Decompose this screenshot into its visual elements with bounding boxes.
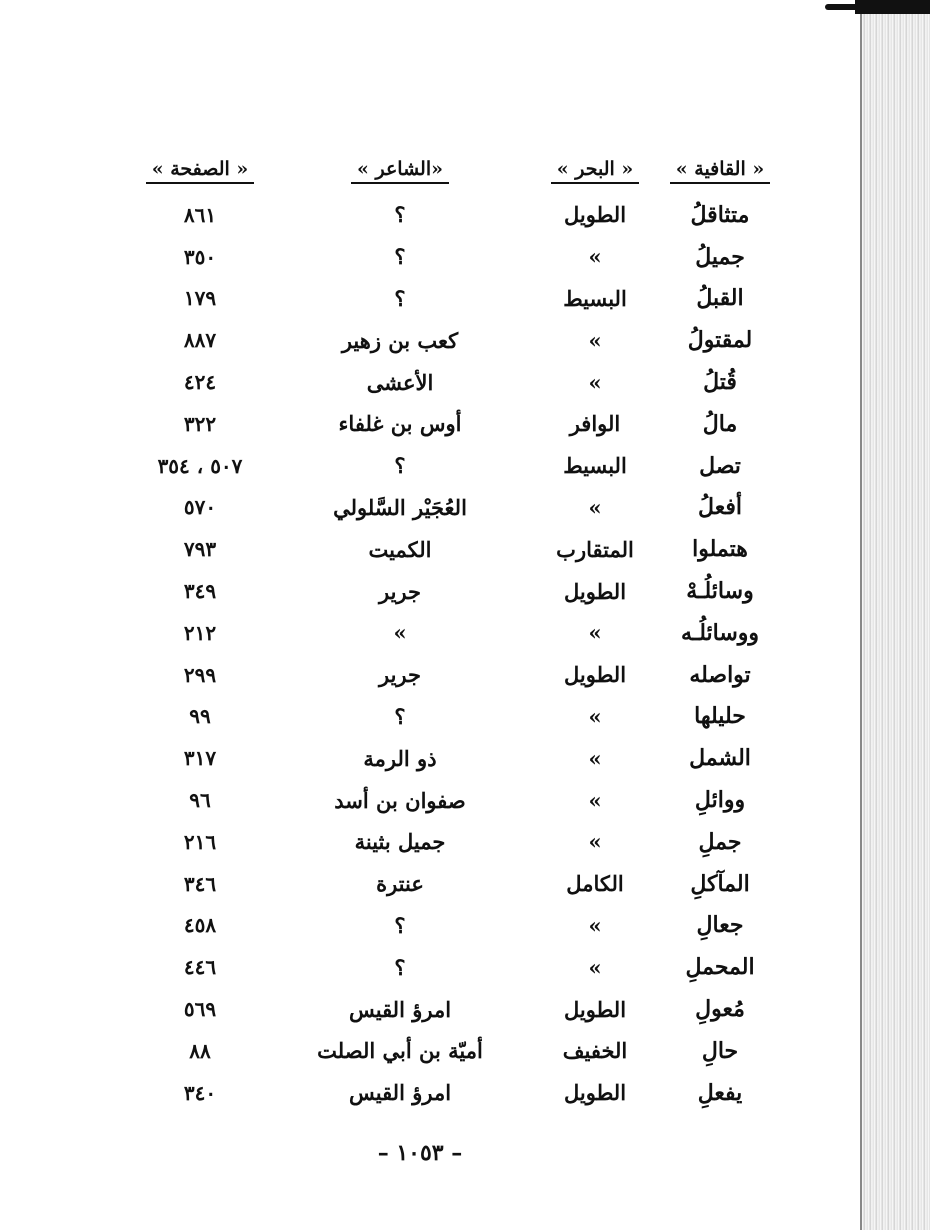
rhyme-cell: يفعلِ	[697, 1079, 743, 1106]
meter-cell: الوافر	[569, 411, 621, 437]
rhyme-cell: حليلها	[694, 703, 746, 730]
meter-cell: »	[588, 745, 602, 771]
rhyme-index-table	[130, 148, 780, 1114]
table-row	[130, 236, 780, 278]
page-ref-cell: ٥٦٩	[183, 997, 217, 1022]
rhyme-cell: ووائلِ	[694, 787, 746, 814]
scan-corner-mark	[855, 0, 930, 14]
meter-cell: الطويل	[563, 662, 627, 688]
page-ref-cell: ٧٩٣	[183, 537, 217, 562]
table-row	[130, 361, 780, 403]
page-ref-cell: ٢١٦	[183, 829, 217, 854]
table-row	[130, 1030, 780, 1072]
poet-cell: ؟	[394, 285, 406, 311]
page-ref-cell: ٨٨٧	[183, 328, 217, 353]
page-ref-cell: ٨٨	[189, 1038, 211, 1063]
table-row	[130, 863, 780, 905]
rhyme-cell: المآكلِ	[690, 870, 750, 897]
rhyme-cell: تصل	[699, 452, 741, 479]
rhyme-cell: جميلُ	[695, 243, 745, 270]
table-row	[130, 779, 780, 821]
page-ref-cell: ٩٦	[189, 788, 211, 813]
poet-cell: جرير	[379, 662, 421, 688]
meter-cell: »	[588, 954, 602, 980]
rhyme-cell: جعالِ	[696, 912, 744, 939]
table-row	[130, 403, 780, 445]
meter-cell: »	[588, 912, 602, 938]
meter-cell: المتقارب	[556, 536, 634, 562]
table-row	[130, 696, 780, 738]
meter-cell: البسيط	[563, 453, 627, 479]
header-rhyme	[660, 148, 780, 194]
meter-cell: »	[588, 494, 602, 520]
meter-cell: »	[588, 787, 602, 813]
poet-cell: ؟	[394, 244, 406, 270]
rhyme-cell: حالِ	[701, 1037, 739, 1064]
page-ref-cell: ٣٢٢	[183, 411, 217, 436]
table-row	[130, 737, 780, 779]
meter-cell: »	[588, 703, 602, 729]
table-row	[130, 1072, 780, 1114]
table-row	[130, 194, 780, 236]
poet-cell: امرؤ القيس	[348, 1080, 452, 1106]
table-row	[130, 946, 780, 988]
table-row	[130, 487, 780, 529]
meter-cell: »	[588, 369, 602, 395]
meter-cell: الخفيف	[562, 1038, 628, 1064]
table-row	[130, 612, 780, 654]
header-poet	[270, 148, 530, 194]
table-row	[130, 988, 780, 1030]
page-ref-cell: ٥٧٠	[183, 495, 217, 520]
rhyme-cell: متثاقلُ	[690, 201, 750, 228]
poet-cell: ؟	[394, 954, 406, 980]
poet-cell: امرؤ القيس	[348, 996, 452, 1022]
meter-cell: »	[588, 244, 602, 270]
table-header-row	[130, 148, 780, 194]
table-row	[130, 528, 780, 570]
page-ref-cell: ٣٤٠	[183, 1080, 217, 1105]
page-ref-cell: ٢١٢	[183, 620, 217, 645]
meter-cell: الطويل	[563, 578, 627, 604]
page-ref-cell: ٣٤٦	[183, 871, 217, 896]
table-row	[130, 278, 780, 320]
page-number: – ١٠٥٣ –	[377, 1140, 463, 1166]
page-ref-cell: ٣١٧	[183, 746, 217, 771]
poet-cell: كعب بن زهير	[341, 327, 459, 353]
rhyme-cell: هتملوا	[692, 536, 748, 563]
header-page-label: « الصفحة »	[146, 158, 255, 184]
poet-cell: جرير	[379, 578, 421, 604]
header-meter	[530, 148, 660, 194]
book-binding-edge	[860, 0, 930, 1230]
page-ref-cell: ٢٩٩	[183, 662, 217, 687]
poet-cell: عنترة	[376, 871, 424, 897]
table-row	[130, 319, 780, 361]
header-rhyme-label: « القافية »	[670, 158, 770, 184]
page-ref-cell: ٣٤٩	[183, 579, 217, 604]
page-ref-cell: ٩٩	[189, 704, 211, 729]
poet-cell: صفوان بن أسد	[334, 787, 466, 813]
rhyme-cell: مُعولِ	[695, 996, 745, 1023]
rhyme-cell: الشمل	[689, 745, 751, 772]
meter-cell: الطويل	[563, 1080, 627, 1106]
rhyme-cell: أفعلُ	[698, 494, 742, 521]
table-row	[130, 445, 780, 487]
page-ref-cell: ٤٤٦	[183, 955, 217, 980]
page-ref-cell: ٥٠٧ ، ٣٥٤	[157, 453, 243, 478]
rhyme-cell: جملِ	[698, 828, 742, 855]
table-row	[130, 570, 780, 612]
poet-cell: ؟	[394, 703, 406, 729]
meter-cell: »	[588, 829, 602, 855]
poet-cell: الكميت	[368, 536, 432, 562]
meter-cell: الطويل	[563, 202, 627, 228]
table-row	[130, 905, 780, 947]
page-ref-cell: ٣٥٠	[183, 244, 217, 269]
meter-cell: »	[588, 327, 602, 353]
page-ref-cell: ٤٢٤	[183, 370, 217, 395]
poet-cell: ؟	[394, 912, 406, 938]
meter-cell: الطويل	[563, 996, 627, 1022]
poet-cell: ذو الرمة	[363, 745, 437, 771]
table-row	[130, 654, 780, 696]
poet-cell: أوس بن غلفاء	[338, 411, 462, 437]
rhyme-cell: ووسائلُـه	[680, 619, 760, 646]
rhyme-cell: قُتلُ	[703, 369, 737, 396]
rhyme-cell: تواصله	[689, 661, 751, 688]
poet-cell: العُجَيْر السَّلولي	[333, 494, 467, 520]
rhyme-cell: المحملِ	[685, 954, 755, 981]
rhyme-cell: لمقتولُ	[687, 327, 753, 354]
rhyme-cell: مالُ	[702, 410, 738, 437]
poet-cell: ؟	[394, 202, 406, 228]
header-meter-label: « البحر »	[551, 158, 640, 184]
poet-cell: الأعشى	[366, 369, 434, 395]
page-ref-cell: ٤٥٨	[183, 913, 217, 938]
header-poet-label: «الشاعر »	[351, 158, 449, 184]
table-row	[130, 821, 780, 863]
poet-cell: ؟	[394, 453, 406, 479]
meter-cell: »	[588, 620, 602, 646]
poet-cell: »	[393, 620, 407, 646]
rhyme-cell: وسائلُـهْ	[686, 578, 754, 605]
poet-cell: أميّة بن أبي الصلت	[317, 1038, 483, 1064]
page-ref-cell: ٨٦١	[183, 202, 217, 227]
meter-cell: البسيط	[563, 285, 627, 311]
poet-cell: جميل بثينة	[354, 829, 446, 855]
header-page	[130, 148, 270, 194]
rhyme-cell: القبلُ	[696, 285, 744, 312]
meter-cell: الكامل	[566, 871, 624, 897]
page-ref-cell: ١٧٩	[183, 286, 217, 311]
